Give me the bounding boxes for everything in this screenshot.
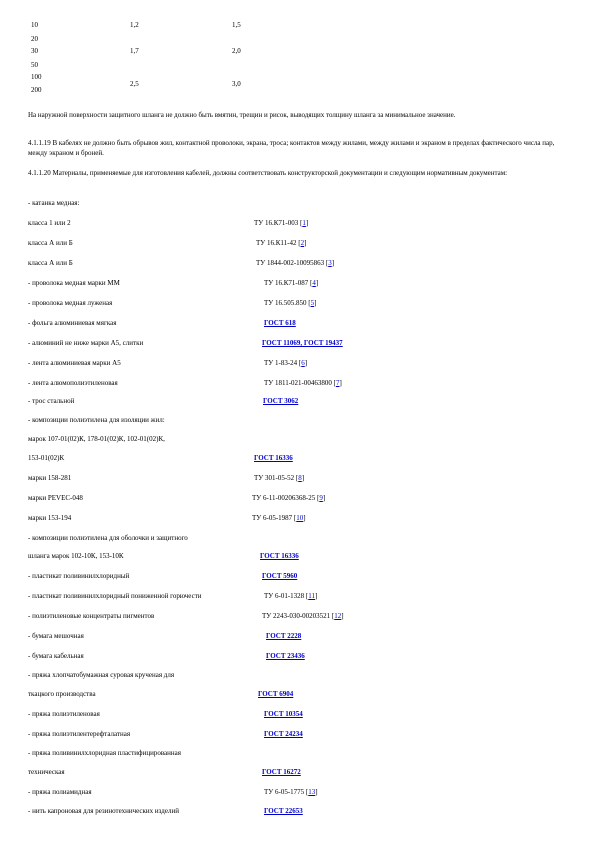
- standard-code: ТУ 1844-002-10095863: [256, 259, 326, 267]
- paragraph: На наружной поверхности защитного шланга не должно быть вмятин, трещин и рисок, выводящих толщину шланга за минимальное значение.: [28, 111, 456, 119]
- reference-link[interactable]: 10: [296, 514, 304, 522]
- material-label: - пряжа полиамидная: [28, 788, 92, 796]
- table-cell: 30: [31, 47, 38, 55]
- material-standard: ТУ 6-05-1987 [10]: [252, 514, 306, 522]
- standard-link[interactable]: ГОСТ 23436: [266, 652, 305, 660]
- standard-link[interactable]: ГОСТ 24234: [264, 730, 303, 738]
- standard-code: ТУ 16.К71-003: [254, 219, 300, 227]
- reference-link[interactable]: 4: [312, 279, 316, 287]
- material-label: - алюминий не ниже марки А5, слитки: [28, 339, 144, 347]
- standard-link[interactable]: ГОСТ 6904: [258, 690, 294, 698]
- table-cell: 1,7: [130, 47, 139, 55]
- standard-code: ТУ 6-01-1328: [264, 592, 306, 600]
- material-label: класса 1 или 2: [28, 219, 71, 227]
- material-standard: [260, 553, 299, 560]
- paragraph: 4.1.1.20 Материалы, применяемые для изготовления кабелей, должны соответствовать конструкторской документации и следующим нормативным документам:: [28, 169, 508, 177]
- material-standard: [262, 573, 297, 580]
- material-label: - фольга алюминиевая мягкая: [28, 319, 117, 327]
- standard-code: ТУ 1811-021-00463800: [264, 379, 334, 387]
- table-cell: 10: [31, 21, 38, 29]
- material-standard: [262, 340, 343, 347]
- material-label: - пряжа полиэтиленовая: [28, 710, 100, 718]
- paragraph: 4.1.1.19 В кабелях не должно быть обрывов жил, контактной проволоки, экрана, троса; контактов между жилами, между жилами и экраном в пределах фактического числа пар, между экраном и броней.: [28, 139, 555, 157]
- table-cell: 3,0: [232, 80, 241, 88]
- standard-link[interactable]: ГОСТ 10354: [264, 710, 303, 718]
- reference-link[interactable]: 9: [319, 494, 323, 502]
- table-cell: 20: [31, 35, 38, 43]
- standard-link[interactable]: ГОСТ 2228: [266, 632, 302, 640]
- material-label: - пряжа поливинилхлоридная пластифицированная: [28, 749, 181, 757]
- material-label: - бумага мешочная: [28, 632, 84, 640]
- standard-link[interactable]: ГОСТ 16336: [260, 552, 299, 560]
- material-standard: ТУ 1844-002-10095863 [3]: [256, 259, 335, 267]
- material-label: марки PEVEC-048: [28, 494, 83, 502]
- reference-link[interactable]: 5: [310, 299, 315, 307]
- material-label: шланга марок 102-10К, 153-10К: [28, 552, 124, 560]
- material-label: - пластикат поливинилхлоридный пониженной горючести: [28, 592, 202, 600]
- reference-link[interactable]: 12: [334, 612, 342, 620]
- material-label: ткацкого производства: [28, 690, 96, 698]
- material-label: - пряжа хлопчатобумажная суровая крученая для: [28, 671, 175, 679]
- material-standard: ТУ 1-83-24 [6]: [264, 359, 308, 367]
- material-standard: ТУ 301-05-52 [8]: [254, 474, 305, 482]
- material-label: - пряжа полиэтилентерефталатная: [28, 730, 131, 738]
- reference-link[interactable]: 11: [308, 592, 315, 600]
- material-standard: [266, 653, 305, 660]
- standard-link[interactable]: ГОСТ 5960: [262, 572, 298, 580]
- material-label: 153-01(02)К: [28, 454, 65, 462]
- material-label: - нить капроновая для резинотехнических изделий: [28, 807, 179, 815]
- material-standard: ТУ 16.К11-42 [2]: [256, 239, 307, 247]
- standard-code: ТУ 301-05-52: [254, 474, 296, 482]
- material-label: - пластикат поливинилхлоридный: [28, 572, 130, 580]
- table-cell: 1,2: [130, 21, 139, 29]
- standard-link[interactable]: ГОСТ 16272: [262, 768, 301, 776]
- table-cell: 100: [31, 73, 42, 81]
- material-label: марок 107-01(02)К, 178-01(02)К, 102-01(02)К,: [28, 435, 165, 443]
- material-standard: [262, 769, 301, 776]
- material-standard: [264, 711, 303, 718]
- table-cell: 2,5: [130, 80, 139, 88]
- standard-code: ТУ 6-11-00206368-25: [252, 494, 317, 502]
- material-label: - катанка медная:: [28, 199, 80, 207]
- material-label: класса А или Б: [28, 239, 73, 247]
- material-standard: [263, 398, 298, 405]
- material-standard: ТУ 6-05-1775 [13]: [264, 788, 318, 796]
- material-label: марки 153-194: [28, 514, 72, 522]
- table-cell: 50: [31, 61, 38, 69]
- standard-code: ТУ 16.505.850: [264, 299, 309, 307]
- material-label: - полиэтиленовые концентраты пигментов: [28, 612, 155, 620]
- material-label: - бумага кабельная: [28, 652, 84, 660]
- standard-link[interactable]: ГОСТ 16336: [254, 454, 293, 462]
- material-standard: ТУ 16.505.850 [5]: [264, 299, 317, 307]
- material-standard: [264, 731, 303, 738]
- material-label: - трос стальной: [28, 397, 75, 405]
- table-cell: 200: [31, 86, 42, 94]
- reference-link[interactable]: 2: [300, 239, 305, 247]
- standard-link[interactable]: ГОСТ 618: [264, 319, 296, 327]
- reference-link[interactable]: 7: [335, 379, 340, 387]
- standard-code: ТУ 2243-030-00203521: [262, 612, 332, 620]
- standard-code: ТУ 6-05-1775: [264, 788, 306, 796]
- table-cell: 2,0: [232, 47, 241, 55]
- table-cell: 1,5: [232, 21, 241, 29]
- material-label: - проволока медная луженая: [28, 299, 113, 307]
- reference-link[interactable]: 6: [301, 359, 305, 367]
- material-label: - композиции полиэтилена для оболочки и защитного: [28, 534, 188, 542]
- material-standard: [254, 455, 293, 462]
- material-standard: ТУ 16.К71-087 [4]: [264, 279, 319, 287]
- standard-link[interactable]: ГОСТ 3062: [263, 397, 299, 405]
- material-label: техническая: [28, 768, 65, 776]
- material-standard: [258, 691, 293, 698]
- reference-link[interactable]: 3: [328, 259, 332, 267]
- material-label: - лента алюминиевая марки А5: [28, 359, 121, 367]
- material-label: марки 158-281: [28, 474, 72, 482]
- material-standard: [264, 320, 296, 327]
- standard-link[interactable]: ГОСТ 22653: [264, 807, 303, 815]
- material-standard: ТУ 6-01-1328 [11]: [264, 592, 318, 600]
- material-standard: ТУ 2243-030-00203521 [12]: [262, 612, 344, 620]
- standard-link[interactable]: ГОСТ 11069, ГОСТ 19437: [262, 339, 343, 347]
- standard-code: ТУ 1-83-24: [264, 359, 299, 367]
- material-standard: [264, 808, 303, 815]
- material-standard: ТУ 16.К71-003 [1]: [254, 219, 309, 227]
- material-standard: ТУ 1811-021-00463800 [7]: [264, 379, 342, 387]
- reference-link[interactable]: 13: [308, 788, 316, 796]
- material-label: - лента алюмополиэтиленовая: [28, 379, 118, 387]
- material-standard: [266, 633, 301, 640]
- standard-code: ТУ 6-05-1987: [252, 514, 294, 522]
- standard-code: ТУ 16.К11-42: [256, 239, 299, 247]
- material-label: - композиции полиэтилена для изоляции жил:: [28, 416, 165, 424]
- material-standard: ТУ 6-11-00206368-25 [9]: [252, 494, 326, 502]
- reference-link[interactable]: 8: [298, 474, 302, 482]
- reference-link[interactable]: 1: [302, 219, 306, 227]
- standard-code: ТУ 16.К71-087: [264, 279, 310, 287]
- material-label: класса А или Б: [28, 259, 73, 267]
- material-label: - проволока медная марки ММ: [28, 279, 120, 287]
